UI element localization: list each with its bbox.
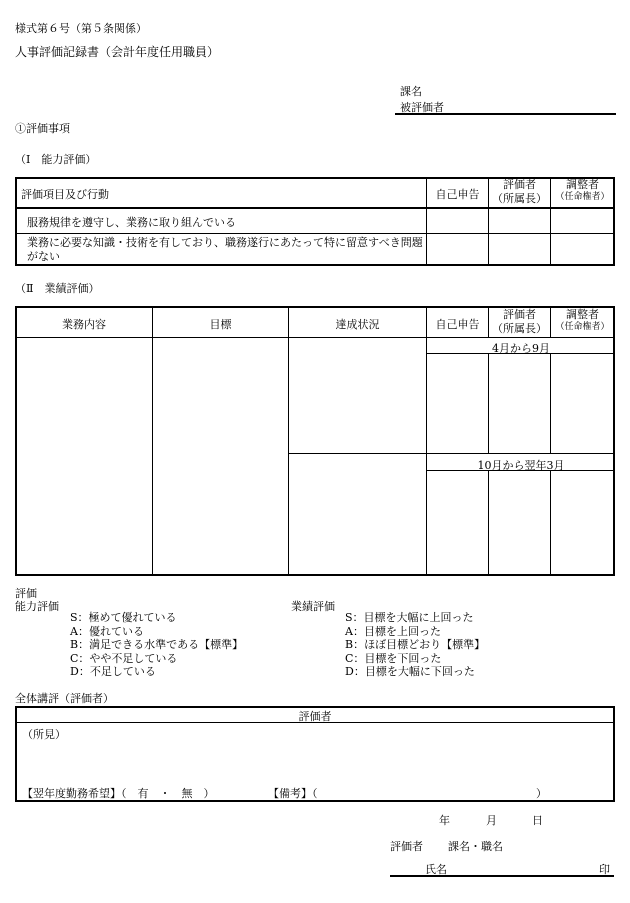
period-2-label: 10月から翌年3月 <box>477 459 565 472</box>
legend-ability-b: B：満足できる水準である【標準】 <box>70 638 244 651</box>
date-day: 日 <box>532 814 543 827</box>
ability-col-item: 評価項目及び行動 <box>21 188 109 201</box>
ability-row-2: 業務に必要な知識・技術を有しており、職務遂行にあたって特に留意すべき問題がない <box>27 236 423 263</box>
perf-col-adjuster <box>551 308 614 333</box>
legend-performance-s: S：目標を大幅に上回った <box>345 611 474 624</box>
evaluatee-label: 被評価者 <box>400 101 444 114</box>
ability-col-adjuster <box>551 178 614 203</box>
notes-close: ） <box>536 787 547 800</box>
ability-col-adjuster-role: （任命権者） <box>555 192 610 202</box>
footer-section-title: 課名・職名 <box>448 840 503 853</box>
legend-heading: 評価 <box>15 587 37 600</box>
section1-title: ①評価事項 <box>15 122 70 135</box>
evaluatee-underline <box>395 113 616 115</box>
ability-col-adjuster-label: 調整者 <box>566 178 599 191</box>
seal-mark: 印 <box>599 863 610 876</box>
legend-performance-a: A：目標を上回った <box>345 624 441 638</box>
perf-col-adjuster-label: 調整者 <box>566 308 599 321</box>
perf-col-evaluator <box>489 308 550 336</box>
legend-performance-d: D：目標を大幅に下回った <box>345 665 475 678</box>
legend-ability-a: A：優れている <box>70 624 144 638</box>
perf-col-self: 自己申告 <box>435 318 480 331</box>
perf-col-work: 業務内容 <box>62 318 106 331</box>
legend-performance-heading: 業績評価 <box>291 600 335 613</box>
ability-row-1: 服務規律を遵守し、業務に取り組んでいる <box>27 216 236 229</box>
ability-col-evaluator-role: （所属長） <box>492 192 547 205</box>
perf-col-status: 達成状況 <box>335 318 380 331</box>
legend-ability-c: C：やや不足している <box>70 651 178 665</box>
date-year: 年 <box>439 814 450 827</box>
form-number: 様式第６号（第５条関係） <box>15 22 147 35</box>
legend-performance-list <box>345 611 485 679</box>
footer-name: 氏名 <box>425 863 447 876</box>
ability-col-evaluator-label: 評価者 <box>503 178 536 191</box>
legend-ability-heading: 能力評価 <box>15 600 59 613</box>
remarks-label: （所見） <box>22 728 66 741</box>
perf-col-evaluator-label: 評価者 <box>503 308 536 321</box>
footer-evaluator: 評価者 <box>390 840 423 853</box>
legend-ability-list <box>70 611 243 679</box>
name-underline <box>390 875 614 877</box>
perf-col-goal: 目標 <box>209 318 232 331</box>
date-month: 月 <box>486 814 497 827</box>
notes-label: 【備考】（ <box>268 787 318 800</box>
legend-performance-b: B：ほぼ目標どおり【標準】 <box>345 638 486 651</box>
overall-header: 評価者 <box>298 710 332 723</box>
period-1-label: 4月から9月 <box>492 342 550 355</box>
perf-col-adjuster-role: （任命権者） <box>555 322 610 332</box>
performance-title: （Ⅱ 業績評価） <box>15 282 100 295</box>
document-title: 人事評価記録書（会計年度任用職員） <box>15 45 220 59</box>
legend-ability-d: D：不足している <box>70 665 156 678</box>
section-name-label: 課名 <box>400 85 422 98</box>
ability-title: （Ⅰ 能力評価） <box>15 153 97 166</box>
perf-col-evaluator-role: （所属長） <box>492 322 547 335</box>
next-year-label: 【翌年度勤務希望】（ 有 ・ 無 ） <box>22 787 215 800</box>
overall-title: 全体講評（評価者） <box>15 692 114 705</box>
legend-ability-s: S：極めて優れている <box>70 611 177 624</box>
ability-col-self: 自己申告 <box>435 188 480 201</box>
legend-performance-c: C：目標を下回った <box>345 651 442 665</box>
ability-col-evaluator <box>489 178 550 206</box>
